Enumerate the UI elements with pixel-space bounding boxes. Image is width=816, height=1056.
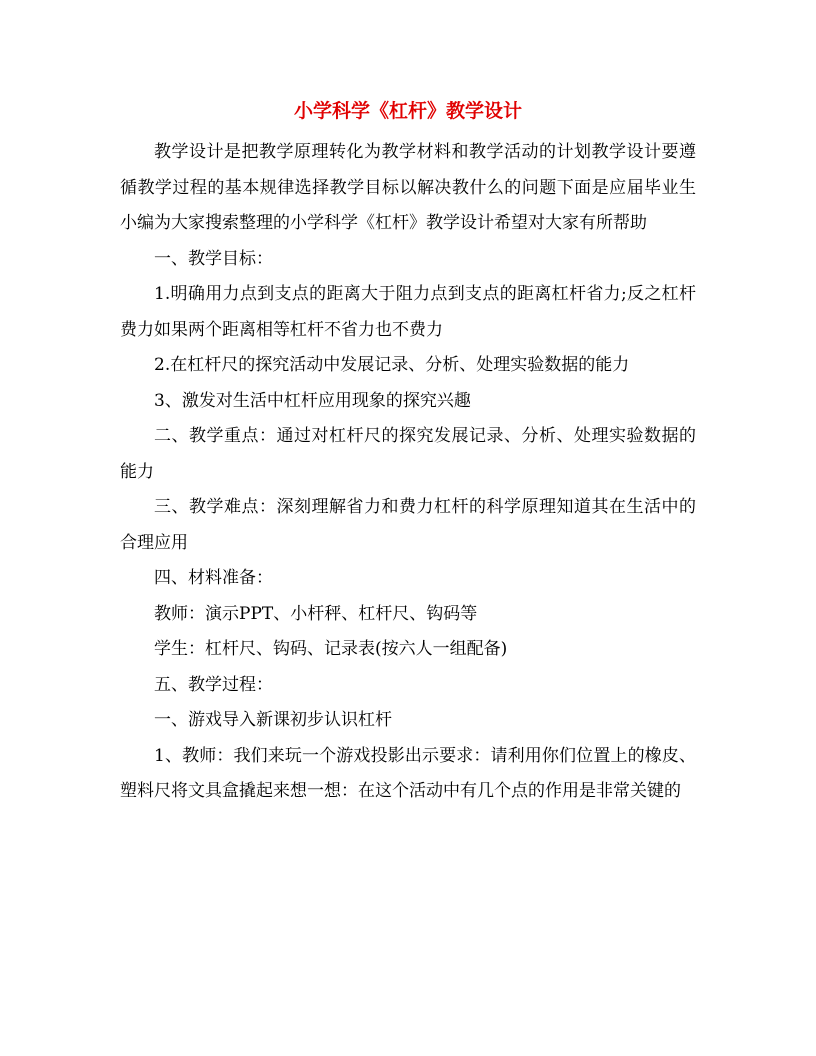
document-body [120,135,696,810]
goal-item-2: 2.在杠杆尺的探究活动中发展记录、分析、处理实验数据的能力 [154,355,630,375]
document-title: 小学科学《杠杆》教学设计 [293,100,522,122]
paragraph-intro: 教学设计是把教学原理转化为教学材料和教学活动的计划教学设计要遵循教学过程的基本规律选择教学目标以解决教什么的问题下面是应届毕业生小编为大家搜索整理的小学科学《杠杆》教学设计希望对大家有所帮助 [120,142,696,233]
goal-item-1: 1.明确用力点到支点的距离大于阻力点到支点的距离杠杆省力;反之杠杆费力如果两个距离相等杠杆不省力也不费力 [120,284,696,340]
process-step-heading: 一、游戏导入新课初步认识杠杆 [154,710,392,730]
heading-process: 五、教学过程： [154,674,273,695]
process-step-1: 1、教师：我们来玩一个游戏投影出示要求：请利用你们位置上的橡皮、塑料尺将文具盒撬起来想一想：在这个活动中有几个点的作用是非常关键的 [120,745,696,801]
goal-item-3: 3、激发对生活中杠杆应用现象的探究兴趣 [154,390,471,411]
heading-materials: 四、材料准备： [154,568,273,588]
heading-teaching-goals: 一、教学目标： [154,248,273,269]
paragraph-key-points: 二、教学重点：通过对杠杆尺的探究发展记录、分析、处理实验数据的能力 [120,426,696,482]
materials-student: 学生：杠杆尺、钩码、记录表(按六人一组配备) [154,639,508,659]
paragraph-difficulties: 三、教学难点：深刻理解省力和费力杠杆的科学原理知道其在生活中的合理应用 [120,497,696,553]
materials-teacher: 教师：演示PPT、小杆秤、杠杆尺、钩码等 [154,603,478,624]
